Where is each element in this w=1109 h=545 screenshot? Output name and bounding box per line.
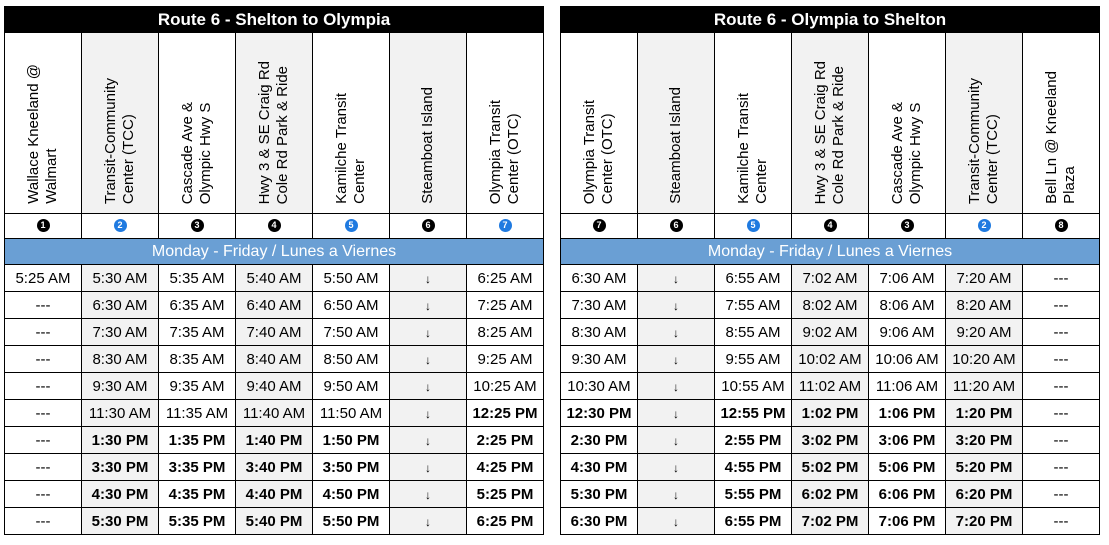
time-cell: 5:02 PM [792, 454, 869, 481]
stop-number-badge: 4 [824, 219, 837, 232]
stop-header [792, 33, 869, 214]
time-cell: 9:20 AM [946, 319, 1023, 346]
time-cell: 7:40 AM [236, 319, 313, 346]
time-cell: 8:40 AM [236, 346, 313, 373]
stop-name: Hwy 3 & SE Craig Rd Cole Rd Park & Ride [812, 60, 847, 204]
time-cell: 3:20 PM [946, 427, 1023, 454]
time-cell: 10:20 AM [946, 346, 1023, 373]
time-cell: 9:40 AM [236, 373, 313, 400]
no-stop-arrow [638, 454, 715, 481]
time-cell: 7:30 AM [82, 319, 159, 346]
stop-header [5, 33, 82, 214]
time-cell: --- [5, 292, 82, 319]
time-cell: 8:30 AM [561, 319, 638, 346]
stop-number-badge: 7 [593, 219, 606, 232]
stop-number-cell [1023, 214, 1100, 239]
time-cell: 2:30 PM [561, 427, 638, 454]
time-cell: 5:55 PM [715, 481, 792, 508]
time-cell: 8:02 AM [792, 292, 869, 319]
time-cell: 11:20 AM [946, 373, 1023, 400]
time-cell: 4:30 PM [561, 454, 638, 481]
no-stop-arrow [638, 292, 715, 319]
no-stop-arrow [638, 346, 715, 373]
time-cell: --- [1023, 427, 1100, 454]
time-cell: --- [5, 454, 82, 481]
table-row [5, 508, 544, 535]
stop-name: Cascade Ave & Olympic Hwy S [889, 101, 924, 204]
stop-number-cell [159, 214, 236, 239]
time-cell: 1:02 PM [792, 400, 869, 427]
arrow-down-icon: ↓ [425, 298, 431, 313]
time-cell: 5:06 PM [869, 454, 946, 481]
stop-name: Transit-Community Center (TCC) [102, 77, 137, 204]
stop-number-cell [946, 214, 1023, 239]
time-cell: 6:20 PM [946, 481, 1023, 508]
time-cell: 6:06 PM [869, 481, 946, 508]
time-cell: 5:40 AM [236, 265, 313, 292]
stop-name: Bell Ln @ Kneeland Plaza [1043, 71, 1078, 204]
table-row [5, 454, 544, 481]
stop-header [1023, 33, 1100, 214]
time-cell: 9:30 AM [82, 373, 159, 400]
table-title: Route 6 - Olympia to Shelton [561, 7, 1100, 33]
time-cell: 6:35 AM [159, 292, 236, 319]
time-cell: 6:40 AM [236, 292, 313, 319]
arrow-down-icon: ↓ [673, 325, 679, 340]
no-stop-arrow [390, 400, 467, 427]
arrow-down-icon: ↓ [673, 271, 679, 286]
time-cell: 11:35 AM [159, 400, 236, 427]
stop-header [715, 33, 792, 214]
no-stop-arrow [638, 481, 715, 508]
stop-name: Steamboat Island [419, 87, 436, 204]
time-cell: 5:50 PM [313, 508, 390, 535]
time-cell: 1:35 PM [159, 427, 236, 454]
stop-header [869, 33, 946, 214]
time-cell: 9:25 AM [467, 346, 544, 373]
time-cell: 5:30 PM [82, 508, 159, 535]
stop-header [638, 33, 715, 214]
time-cell: 2:25 PM [467, 427, 544, 454]
stop-name: Wallace Kneeland @ Walmart [25, 64, 60, 204]
arrow-down-icon: ↓ [425, 379, 431, 394]
time-cell: 4:50 PM [313, 481, 390, 508]
no-stop-arrow [638, 319, 715, 346]
schedule-table-shelton-to-olympia [4, 6, 544, 535]
time-cell: 6:30 PM [561, 508, 638, 535]
stop-number-badge: 6 [670, 219, 683, 232]
time-cell: 8:06 AM [869, 292, 946, 319]
table-row [5, 481, 544, 508]
time-cell: 4:40 PM [236, 481, 313, 508]
time-cell: 1:06 PM [869, 400, 946, 427]
time-cell: 10:02 AM [792, 346, 869, 373]
day-label: Monday - Friday / Lunes a Viernes [561, 239, 1100, 265]
arrow-down-icon: ↓ [425, 325, 431, 340]
arrow-down-icon: ↓ [673, 352, 679, 367]
arrow-down-icon: ↓ [673, 379, 679, 394]
stop-name: Kamilche Transit Center [735, 93, 770, 204]
stop-header [946, 33, 1023, 214]
time-cell: 7:02 PM [792, 508, 869, 535]
stop-header [159, 33, 236, 214]
time-cell: 1:50 PM [313, 427, 390, 454]
time-cell: 11:06 AM [869, 373, 946, 400]
stop-name: Cascade Ave & Olympic Hwy S [179, 101, 214, 204]
time-cell: 7:55 AM [715, 292, 792, 319]
arrow-down-icon: ↓ [673, 514, 679, 529]
time-cell: 5:20 PM [946, 454, 1023, 481]
time-cell: 11:02 AM [792, 373, 869, 400]
time-cell: --- [1023, 292, 1100, 319]
stop-number-cell [5, 214, 82, 239]
arrow-down-icon: ↓ [425, 487, 431, 502]
time-cell: 6:30 AM [561, 265, 638, 292]
time-cell: 5:35 PM [159, 508, 236, 535]
time-cell: 7:50 AM [313, 319, 390, 346]
time-cell: --- [1023, 400, 1100, 427]
time-cell: 6:02 PM [792, 481, 869, 508]
stop-number-cell [561, 214, 638, 239]
stop-number-badge: 2 [114, 219, 127, 232]
time-cell: 7:20 AM [946, 265, 1023, 292]
no-stop-arrow [390, 373, 467, 400]
time-cell: 12:30 PM [561, 400, 638, 427]
arrow-down-icon: ↓ [673, 487, 679, 502]
time-cell: --- [5, 319, 82, 346]
time-cell: 8:20 AM [946, 292, 1023, 319]
time-cell: --- [5, 400, 82, 427]
stop-header [313, 33, 390, 214]
time-cell: 9:06 AM [869, 319, 946, 346]
no-stop-arrow [390, 346, 467, 373]
stop-number-cell [869, 214, 946, 239]
arrow-down-icon: ↓ [425, 406, 431, 421]
time-cell: 6:55 PM [715, 508, 792, 535]
stop-header [390, 33, 467, 214]
time-cell: 1:30 PM [82, 427, 159, 454]
stop-number-row [5, 214, 544, 239]
time-cell: 3:02 PM [792, 427, 869, 454]
stop-number-cell [715, 214, 792, 239]
stop-number-row [561, 214, 1100, 239]
time-cell: 8:55 AM [715, 319, 792, 346]
time-cell: 10:25 AM [467, 373, 544, 400]
stop-number-badge: 4 [268, 219, 281, 232]
time-cell: 6:25 AM [467, 265, 544, 292]
no-stop-arrow [638, 427, 715, 454]
time-cell: 6:30 AM [82, 292, 159, 319]
stop-number-badge: 5 [747, 219, 760, 232]
time-cell: 9:50 AM [313, 373, 390, 400]
time-cell: --- [1023, 346, 1100, 373]
stop-header [82, 33, 159, 214]
time-cell: 10:06 AM [869, 346, 946, 373]
time-cell: 8:50 AM [313, 346, 390, 373]
time-cell: 8:30 AM [82, 346, 159, 373]
no-stop-arrow [638, 508, 715, 535]
time-cell: 4:30 PM [82, 481, 159, 508]
stop-number-cell [313, 214, 390, 239]
table-row [5, 292, 544, 319]
arrow-down-icon: ↓ [425, 271, 431, 286]
time-cell: 7:06 PM [869, 508, 946, 535]
time-cell: 7:35 AM [159, 319, 236, 346]
time-cell: 5:30 AM [82, 265, 159, 292]
arrow-down-icon: ↓ [425, 514, 431, 529]
stop-number-cell [390, 214, 467, 239]
stop-header [467, 33, 544, 214]
time-cell: --- [1023, 373, 1100, 400]
time-cell: 12:25 PM [467, 400, 544, 427]
time-cell: 10:30 AM [561, 373, 638, 400]
time-cell: 10:55 AM [715, 373, 792, 400]
table-row [5, 265, 544, 292]
time-cell: 5:25 PM [467, 481, 544, 508]
table-row [561, 346, 1100, 373]
time-cell: 2:55 PM [715, 427, 792, 454]
table-row [561, 481, 1100, 508]
stop-name: Hwy 3 & SE Craig Rd Cole Rd Park & Ride [256, 60, 291, 204]
arrow-down-icon: ↓ [673, 298, 679, 313]
no-stop-arrow [390, 481, 467, 508]
stop-header [561, 33, 638, 214]
stop-name: Olympia Transit Center (OTC) [487, 99, 522, 204]
time-cell: --- [5, 481, 82, 508]
table-row [5, 319, 544, 346]
stop-number-cell [467, 214, 544, 239]
stop-number-badge: 6 [422, 219, 435, 232]
schedule-table-olympia-to-shelton [560, 6, 1100, 535]
time-cell: 7:30 AM [561, 292, 638, 319]
time-cell: --- [1023, 508, 1100, 535]
stop-number-badge: 7 [499, 219, 512, 232]
time-cell: 9:30 AM [561, 346, 638, 373]
time-cell: 3:50 PM [313, 454, 390, 481]
stop-name: Transit-Community Center (TCC) [966, 77, 1001, 204]
table-title: Route 6 - Shelton to Olympia [5, 7, 544, 33]
time-cell: 1:20 PM [946, 400, 1023, 427]
time-cell: --- [1023, 319, 1100, 346]
table-row [561, 292, 1100, 319]
arrow-down-icon: ↓ [673, 460, 679, 475]
stop-number-badge: 2 [978, 219, 991, 232]
time-cell: 5:35 AM [159, 265, 236, 292]
time-cell: 3:40 PM [236, 454, 313, 481]
time-cell: --- [5, 427, 82, 454]
arrow-down-icon: ↓ [673, 406, 679, 421]
table-row [561, 265, 1100, 292]
time-cell: 9:55 AM [715, 346, 792, 373]
no-stop-arrow [390, 265, 467, 292]
time-cell: 6:55 AM [715, 265, 792, 292]
time-cell: 3:30 PM [82, 454, 159, 481]
table-row [561, 373, 1100, 400]
no-stop-arrow [638, 400, 715, 427]
arrow-down-icon: ↓ [425, 352, 431, 367]
time-cell: 7:02 AM [792, 265, 869, 292]
time-cell: 4:25 PM [467, 454, 544, 481]
table-row [561, 319, 1100, 346]
time-cell: 12:55 PM [715, 400, 792, 427]
stop-number-badge: 3 [191, 219, 204, 232]
time-cell: 11:50 AM [313, 400, 390, 427]
table-row [561, 427, 1100, 454]
time-cell: --- [1023, 481, 1100, 508]
stop-name: Olympia Transit Center (OTC) [581, 99, 616, 204]
stop-name: Kamilche Transit Center [333, 93, 368, 204]
time-cell: 5:25 AM [5, 265, 82, 292]
time-cell: 5:40 PM [236, 508, 313, 535]
stop-header-row [561, 33, 1100, 214]
time-cell: 8:35 AM [159, 346, 236, 373]
no-stop-arrow [390, 454, 467, 481]
time-cell: 5:50 AM [313, 265, 390, 292]
no-stop-arrow [638, 265, 715, 292]
no-stop-arrow [390, 508, 467, 535]
time-cell: 4:55 PM [715, 454, 792, 481]
table-row [5, 427, 544, 454]
stop-number-badge: 1 [37, 219, 50, 232]
stop-header-row [5, 33, 544, 214]
time-cell: 11:30 AM [82, 400, 159, 427]
time-cell: --- [1023, 454, 1100, 481]
time-cell: 6:50 AM [313, 292, 390, 319]
time-cell: 11:40 AM [236, 400, 313, 427]
time-cell: 7:25 AM [467, 292, 544, 319]
time-cell: 3:06 PM [869, 427, 946, 454]
stop-number-cell [792, 214, 869, 239]
stop-number-cell [638, 214, 715, 239]
stop-header [236, 33, 313, 214]
time-cell: 8:25 AM [467, 319, 544, 346]
stop-number-badge: 5 [345, 219, 358, 232]
no-stop-arrow [390, 319, 467, 346]
time-cell: --- [5, 508, 82, 535]
day-label: Monday - Friday / Lunes a Viernes [5, 239, 544, 265]
time-cell: 7:06 AM [869, 265, 946, 292]
time-cell: --- [1023, 265, 1100, 292]
time-cell: 4:35 PM [159, 481, 236, 508]
stop-number-badge: 3 [901, 219, 914, 232]
no-stop-arrow [390, 427, 467, 454]
time-cell: --- [5, 373, 82, 400]
table-row [561, 508, 1100, 535]
table-row [5, 346, 544, 373]
stop-number-cell [82, 214, 159, 239]
time-cell: 7:20 PM [946, 508, 1023, 535]
no-stop-arrow [638, 373, 715, 400]
time-cell: 9:02 AM [792, 319, 869, 346]
stop-number-badge: 8 [1055, 219, 1068, 232]
arrow-down-icon: ↓ [673, 433, 679, 448]
stop-name: Steamboat Island [667, 87, 684, 204]
table-row [561, 454, 1100, 481]
table-row [5, 400, 544, 427]
arrow-down-icon: ↓ [425, 433, 431, 448]
no-stop-arrow [390, 292, 467, 319]
arrow-down-icon: ↓ [425, 460, 431, 475]
time-cell: 5:30 PM [561, 481, 638, 508]
time-cell: 6:25 PM [467, 508, 544, 535]
time-cell: 3:35 PM [159, 454, 236, 481]
time-cell: 9:35 AM [159, 373, 236, 400]
table-row [561, 400, 1100, 427]
time-cell: 1:40 PM [236, 427, 313, 454]
stop-number-cell [236, 214, 313, 239]
time-cell: --- [5, 346, 82, 373]
table-row [5, 373, 544, 400]
